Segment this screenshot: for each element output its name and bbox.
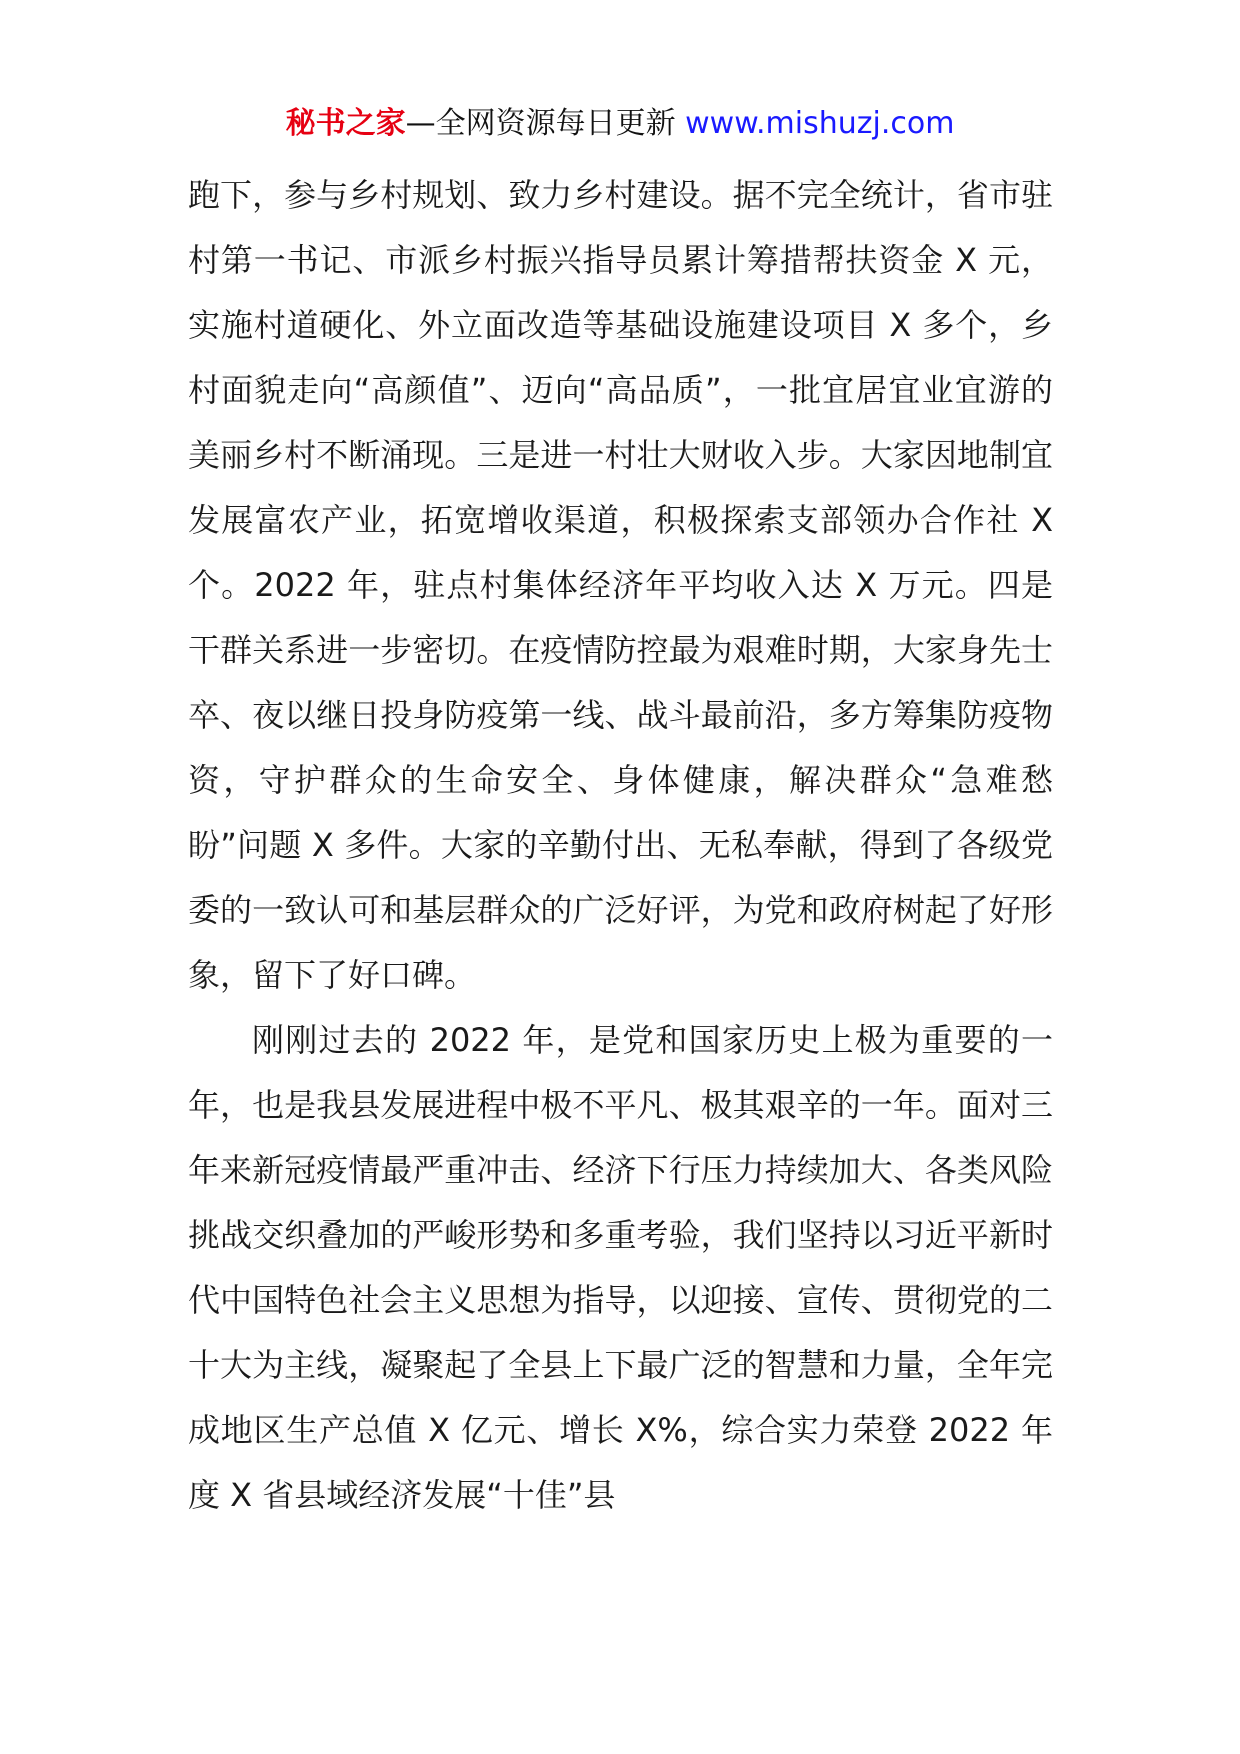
paragraph: 刚刚过去的 2022 年，是党和国家历史上极为重要的一年，也是我县发展进程中极不平凡、极其艰辛的一年。面对三年来新冠疫情最严重冲击、经济下行压力持续加大、各类风险挑战交织叠加的严峻形势和多重考验，我们坚持以习近平新时代中国特色社会主义思想为指导，以迎接、宣传、贯彻党的二十大为主线，凝聚起了全县上下最广泛的智慧和力量，全年完成地区生产总值 X 亿元、增长 X%，综合实力荣登 2022 年度 X 省县域经济发展“十佳”县: [188, 1021, 1053, 1514]
site-tagline: —全网资源每日更新: [405, 106, 686, 141]
paragraph-continued: 跑下，参与乡村规划、致力乡村建设。据不完全统计，省市驻村第一书记、市派乡村振兴指导员累计筹措帮扶资金 X 元，实施村道硬化、外立面改造等基础设施建设项目 X 多个，乡村面貌走向“高颜值”、迈向“高品质”，一批宜居宜业宜游的美丽乡村不断涌现。三是进一村壮大财收入步。大家因地制宜发展富农产业，拓宽增收渠道，积极探索支部领办合作社 X 个。2022 年，驻点村集体经济年平均收入达 X 万元。四是干群关系进一步密切。在疫情防控最为艰难时期，大家身先士卒、夜以继日投身防疫第一线、战斗最前沿，多方筹集防疫物资，守护群众的生命安全、身体健康，解决群众“急难愁盼”问题 X 多件。大家的辛勤付出、无私奉献，得到了各级党委的一致认可和基层群众的广泛好评，为党和政府树起了好形象，留下了好口碑。: [188, 176, 1053, 994]
site-brand: 秘书之家: [285, 106, 406, 141]
site-url[interactable]: www.mishuzj.com: [685, 106, 955, 141]
document-body: [188, 163, 1053, 1528]
page-header: [0, 102, 1240, 146]
